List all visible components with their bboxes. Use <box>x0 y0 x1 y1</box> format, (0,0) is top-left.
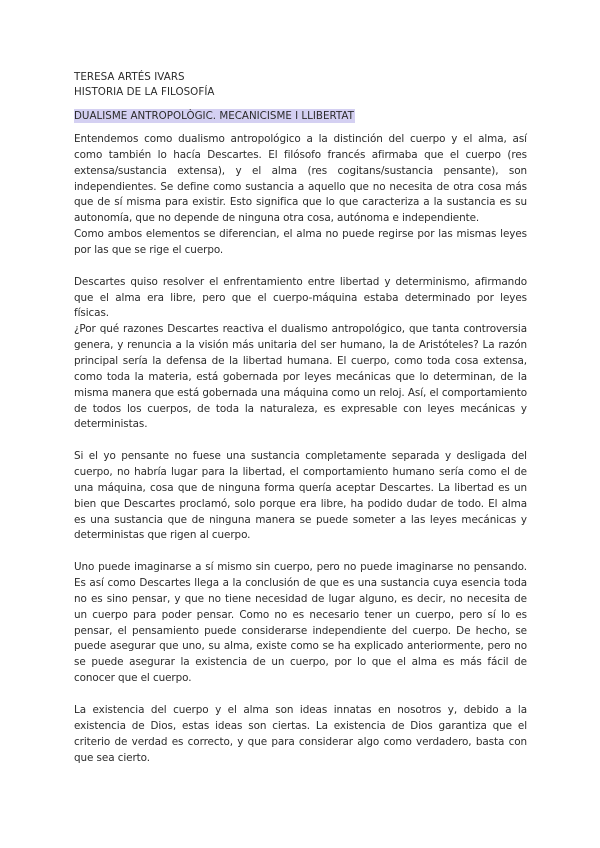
paragraph: La existencia del cuerpo y el alma son ideas innatas en nosotros y, debido a la existencia de Dios, estas ideas son ciertas. La existencia de Dios garantiza que el criterio de verdad es correcto, y que para considerar algo como verdadero, basta con que sea cierto. <box>74 704 527 764</box>
paragraph: ¿Por qué razones Descartes reactiva el dualismo antropológico, que tanta controversia genera, y renuncia a la visión más unitaria del ser humano, la de Aristóteles? La razón principal sería la defensa de la libertad humana. El cuerpo, como toda cosa extensa, como toda la materia, está gobernada por leyes mecánicas que lo determinan, de la misma manera que está gobernada una máquina como un reloj. Así, el comportamiento de todos los cuerpos, de toda la naturaleza, es expresable con leyes mecánicas y deterministas. <box>74 323 527 431</box>
section-3 <box>74 449 527 544</box>
paragraph: Si el yo pensante no fuese una sustancia completamente separada y desligada del cuerpo, no habría lugar para la libertad, el comportamiento humano sería como el de una máquina, cosa que de ninguna forma quería aceptar Descartes. La libertad es un bien que Descartes proclamó, solo porque era libre, ha podido dudar de todo. El alma es una sustancia que de ninguna manera se puede someter a las leyes mecánicas y deterministas que rigen al cuerpo. <box>74 450 527 542</box>
document-title: DUALISME ANTROPOLÒGIC. MECANICISME I LLIBERTAT <box>74 110 354 122</box>
author-name: TERESA ARTÉS IVARS <box>74 71 185 83</box>
paragraph: Entendemos como dualismo antropológico a la distinción del cuerpo y el alma, así como también lo hacía Descartes. El filósofo francés afirmaba que el cuerpo (res extensa/sustancia extensa), y el alma (res cogitans/sustancia pensante), son independientes. Se define como sustancia a aquello que no necesita de otra cosa más que de sí misma para existir. Esto significa que lo que caracteriza a la sustancia es su autonomía, que no depende de ninguna otra cosa, autónoma e independiente. <box>74 133 527 225</box>
section-1 <box>74 132 527 259</box>
document-title-line <box>74 109 527 124</box>
paragraph: Como ambos elementos se diferencian, el alma no puede regirse por las mismas leyes por las que se rige el cuerpo. <box>74 228 527 256</box>
section-gap <box>74 433 527 449</box>
paragraph: Uno puede imaginarse a sí mismo sin cuerpo, pero no puede imaginarse no pensando. Es así como Descartes llega a la conclusión de que es una sustancia cuya esencia toda no es sino pensar, y que no tiene necesidad de lugar alguno, es decir, no necesita de un cuerpo para poder pensar. Como no es necesario tener un cuerpo, pero sí lo es pensar, el pensamiento puede considerarse independiente del cuerpo. De hecho, se puede asegurar que uno, su alma, existe como se ha explicado anteriormente, pero no se puede asegurar la existencia de un cuerpo, por lo que el alma es más fácil de conocer que el cuerpo. <box>74 561 527 685</box>
section-gap <box>74 687 527 703</box>
paragraph: Descartes quiso resolver el enfrentamiento entre libertad y determinismo, afirmando que el alma era libre, pero que el cuerpo-máquina estaba determinado por leyes físicas. <box>74 275 527 320</box>
section-gap <box>74 544 527 560</box>
section-2 <box>74 275 527 433</box>
subject-name: HISTORIA DE LA FILOSOFÍA <box>74 86 215 98</box>
section-5 <box>74 703 527 766</box>
section-gap <box>74 259 527 275</box>
section-4 <box>74 560 527 687</box>
